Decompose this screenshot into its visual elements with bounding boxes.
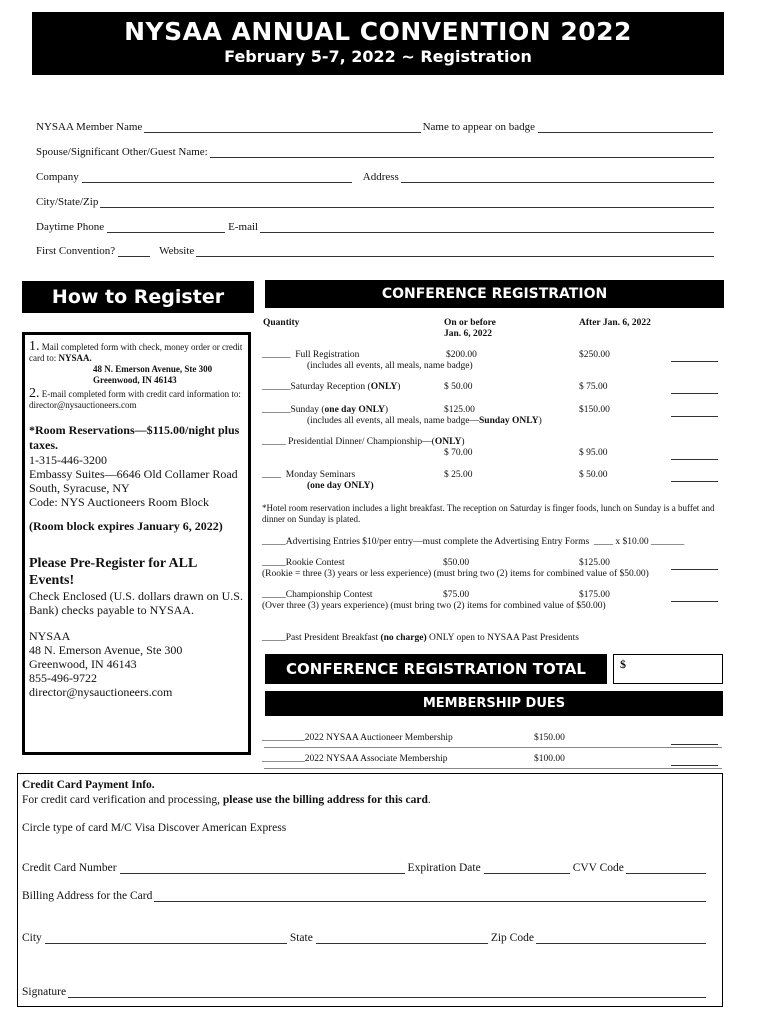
rookie-before: $50.00 [443, 558, 470, 568]
hotel-note: *Hotel room reservation includes a light breakfast. The reception on Saturday is finger foods, lunch on Sunday is a buffet and dinner on Sunday is plated. [262, 503, 715, 524]
member-name-field[interactable] [144, 122, 420, 133]
membership-dues-title: MEMBERSHIP DUES [265, 691, 723, 716]
pre-register-title: Please Pre-Register for ALL Events! [29, 556, 197, 588]
championship-label: Championship Contest [285, 590, 373, 600]
expiration-field[interactable] [484, 863, 570, 874]
daytime-phone-field[interactable] [107, 222, 225, 233]
advertising-label: Advertising Entries $10/per entry—must complete the Advertising Entry Forms [285, 537, 590, 547]
full-registration-after: $250.00 [579, 350, 610, 360]
org-phone: 855-496-9722 [29, 671, 97, 685]
rookie-label: Rookie Contest [285, 558, 345, 568]
billing-row [22, 890, 708, 902]
associate-membership-total[interactable] [671, 765, 718, 766]
full-registration-label: Full Registration [295, 350, 360, 360]
org-address-1: 48 N. Emerson Avenue, Ste 300 [29, 643, 183, 657]
sunday-note [307, 416, 542, 426]
saturday-reception-row: ______Saturday Reception (ONLY) [262, 382, 401, 392]
step-1-text: Mail completed form with check, money order or credit card to: [29, 342, 243, 363]
address-label: Address [362, 171, 399, 183]
championship-total[interactable] [671, 601, 718, 602]
advertising-price: x $10.00 [615, 537, 649, 547]
auctioneer-membership-price: $150.00 [534, 733, 565, 743]
full-registration-note: (includes all events, all meals, name badge) [307, 361, 473, 371]
monday-note: (one day ONLY) [307, 481, 374, 491]
saturday-total[interactable] [671, 393, 718, 394]
step-1-address-2: Greenwood, IN 46143 [93, 375, 177, 385]
org-email[interactable]: director@nysauctioneers.com [29, 685, 173, 699]
auctioneer-membership-row: _________2022 NYSAA Auctioneer Membership [262, 733, 453, 743]
credit-card-line1-bold: please use the billing address for this card [222, 794, 428, 806]
company-label: Company [36, 171, 79, 183]
signature-field[interactable] [68, 987, 706, 998]
credit-card-line1: For credit card verification and processing, [22, 794, 220, 806]
badge-name-label: Name to appear on badge [422, 121, 535, 133]
past-president-row: _____Past President Breakfast (no charge) ONLY open to NYSAA Past Presidents [262, 633, 579, 643]
card-types[interactable]: Circle type of card M/C Visa Discover American Express [22, 822, 287, 834]
championship-note: (Over three (3) years experience) (must bring two (2) items for combined value of $50.00) [262, 601, 606, 611]
sunday-row: ______Sunday (one day ONLY) [262, 405, 389, 415]
saturday-reception-label: Saturday Reception ( [290, 382, 371, 392]
cc-zip-label: Zip Code [490, 932, 534, 944]
associate-membership-label: 2022 NYSAA Associate Membership [304, 754, 448, 764]
website-field[interactable] [196, 246, 714, 257]
monday-total[interactable] [671, 481, 718, 482]
city-state-zip-field[interactable] [100, 197, 714, 208]
how-to-register-title: How to Register [22, 281, 254, 313]
registration-total-label: CONFERENCE REGISTRATION TOTAL [265, 654, 607, 684]
cvv-label: CVV Code [572, 862, 624, 874]
championship-before: $75.00 [443, 590, 470, 600]
presidential-close: ) [461, 437, 465, 447]
championship-row: _____Championship Contest [262, 590, 373, 600]
member-name-label: NYSAA Member Name [36, 121, 143, 133]
past-president-label: Past President Breakfast [285, 633, 379, 643]
pre-register-text: Check Enclosed (U.S. dollars drawn on U.S. Bank) checks payable to NYSAA. [29, 589, 243, 617]
saturday-before: $ 50.00 [444, 382, 473, 392]
cc-state-label: State [289, 932, 313, 944]
sunday-only: one day ONLY [324, 405, 385, 415]
credit-card-title: Credit Card Payment Info. [22, 779, 155, 791]
spouse-row [36, 146, 716, 158]
how-to-register-box [22, 332, 251, 755]
room-phone: 1-315-446-3200 [29, 453, 107, 467]
sunday-after: $150.00 [579, 405, 610, 415]
sunday-note-bold: Sunday ONLY [479, 416, 539, 426]
step-2 [29, 388, 244, 400]
spouse-label: Spouse/Significant Other/Guest Name: [36, 146, 208, 158]
room-code: Code: NYS Auctioneers Room Block [29, 495, 209, 509]
card-number-field[interactable] [120, 863, 405, 874]
rookie-total[interactable] [671, 569, 718, 570]
city-row [36, 196, 716, 208]
page-header [32, 12, 724, 75]
auctioneer-membership-label: 2022 NYSAA Auctioneer Membership [304, 733, 453, 743]
saturday-close: ) [397, 382, 401, 392]
daytime-phone-label: Daytime Phone [36, 221, 105, 233]
past-president-note: ONLY open to NYSAA Past Presidents [429, 633, 579, 643]
rookie-note: (Rookie = three (3) years or less experience) (must bring two (2) items for combined value of $50.00) [262, 569, 649, 579]
city-state-zip-cc-row [22, 932, 708, 944]
presidential-only: ONLY [434, 437, 462, 447]
monday-before: $ 25.00 [444, 470, 473, 480]
company-field[interactable] [82, 172, 352, 183]
room-reservation-title: *Room Reservations—$115.00/night plus taxes. [29, 423, 240, 452]
address-field[interactable] [401, 172, 714, 183]
championship-after: $175.00 [579, 590, 610, 600]
full-registration-total[interactable] [671, 361, 718, 362]
signature-label: Signature [22, 986, 67, 998]
card-number-row [22, 862, 708, 874]
room-expires: (Room block expires January 6, 2022) [29, 519, 223, 533]
presidential-before: $ 70.00 [444, 448, 473, 458]
spouse-field[interactable] [210, 147, 714, 158]
card-number-label: Credit Card Number [22, 862, 117, 874]
cvv-field[interactable] [626, 863, 706, 874]
dollar-sign: $ [620, 657, 626, 671]
page-title: NYSAA ANNUAL CONVENTION 2022 [124, 17, 632, 46]
rookie-row: _____Rookie Contest [262, 558, 345, 568]
presidential-total[interactable] [671, 459, 718, 460]
email-field[interactable] [260, 222, 714, 233]
monday-after: $ 50.00 [579, 470, 608, 480]
full-registration-row: ______ Full Registration [262, 350, 360, 360]
monday-row: ____ Monday Seminars [262, 470, 356, 480]
org-name: NYSAA [29, 629, 71, 643]
credit-card-box [17, 773, 723, 1007]
cc-city-label: City [22, 932, 42, 944]
org-address-2: Greenwood, IN 46143 [29, 657, 137, 671]
auctioneer-membership-total[interactable] [671, 744, 718, 745]
presidential-dinner-label: Presidential Dinner/ Championship—( [288, 437, 435, 447]
credit-card-instructions [22, 794, 431, 806]
step-2-text: E-mail completed form with credit card information to: [41, 389, 241, 399]
signature-row [22, 986, 708, 998]
page-subtitle: February 5-7, 2022 ~ Registration [224, 47, 532, 66]
step-2-number: 2. [29, 386, 40, 401]
website-label: Website [159, 245, 195, 257]
presidential-dinner-row: _____ Presidential Dinner/ Championship—(ONLY) [262, 437, 465, 447]
cc-city-field[interactable] [45, 933, 287, 944]
cc-zip-field[interactable] [536, 933, 706, 944]
divider [264, 768, 722, 769]
full-registration-before: $200.00 [446, 350, 477, 360]
conference-registration-title: CONFERENCE REGISTRATION [265, 280, 724, 308]
company-row [36, 171, 716, 183]
advertising-row: _____Advertising Entries $10/per entry—must complete the Advertising Entry Forms ____ x $10.00 _______ [262, 537, 685, 547]
col-quantity: Quantity [263, 318, 300, 328]
badge-name-field[interactable] [538, 122, 713, 133]
sunday-total[interactable] [671, 416, 718, 417]
step-1 [29, 341, 244, 364]
step-2-email[interactable]: director@nysauctioneers.com [29, 400, 137, 410]
monday-label: Monday Seminars [285, 470, 356, 480]
first-convention-row [36, 245, 716, 257]
city-state-zip-label: City/State/Zip [36, 196, 99, 208]
col-before: On or before [444, 318, 496, 328]
first-convention-label: First Convention? [36, 245, 116, 257]
sunday-note-text: (includes all events, all meals, name badge— [307, 416, 479, 426]
step-1-org: NYSAA. [58, 353, 92, 363]
sunday-before: $125.00 [444, 405, 475, 415]
rookie-after: $125.00 [579, 558, 610, 568]
credit-card-line1-end: . [427, 794, 431, 806]
room-hotel: Embassy Suites—6646 Old Collamer Road South, Syracuse, NY [29, 467, 238, 495]
billing-label: Billing Address for the Card [22, 890, 153, 902]
cc-state-field[interactable] [316, 933, 488, 944]
saturday-only: ONLY [370, 382, 398, 392]
past-president-no-charge: (no charge) [380, 633, 427, 643]
billing-field[interactable] [154, 891, 706, 902]
step-1-address-1: 48 N. Emerson Avenue, Ste 300 [93, 364, 213, 374]
email-label: E-mail [228, 221, 259, 233]
col-after: After Jan. 6, 2022 [579, 318, 651, 328]
divider [264, 747, 722, 748]
sunday-label: Sunday ( [290, 405, 325, 415]
first-convention-field[interactable] [118, 246, 150, 257]
sunday-close: ) [384, 405, 389, 415]
col-before-date: Jan. 6, 2022 [444, 329, 493, 339]
registration-total-field[interactable] [613, 654, 723, 684]
step-1-number: 1. [29, 339, 40, 354]
associate-membership-row: _________2022 NYSAA Associate Membership [262, 754, 448, 764]
presidential-after: $ 95.00 [579, 448, 608, 458]
phone-row [36, 221, 716, 233]
associate-membership-price: $100.00 [534, 754, 565, 764]
member-row [36, 121, 716, 133]
saturday-after: $ 75.00 [579, 382, 608, 392]
sunday-note-close: ) [538, 416, 542, 426]
expiration-label: Expiration Date [407, 862, 481, 874]
